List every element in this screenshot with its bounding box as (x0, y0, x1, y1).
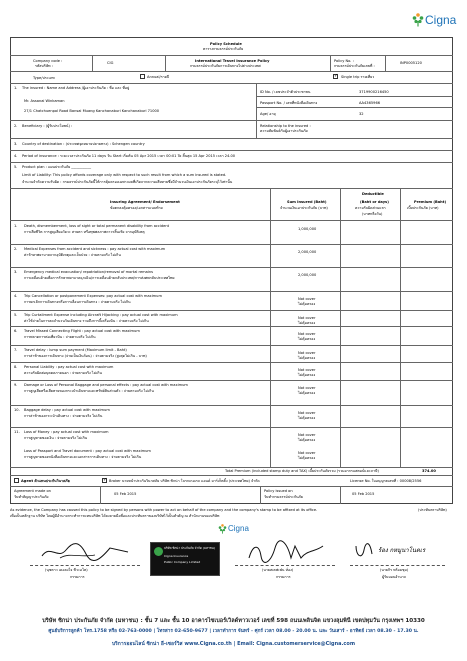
coverage-sum: Not cover (298, 316, 316, 320)
coverage-sum: Not cover (298, 351, 316, 355)
coverage-title-en: Baggage delay : pay actual cost with maximum (24, 408, 110, 412)
id-label: ID No. / เลขประจำตัวประชาชน (260, 90, 311, 94)
total-premium-value: 374.00 (422, 469, 436, 473)
cigna-wordmark: Cigna (425, 13, 457, 27)
coverage-number: 4. (14, 294, 18, 298)
passport-value: AA4365966 (359, 101, 381, 105)
passport-label: Passport No. / เลขที่หนังสือเดินทาง (260, 101, 318, 105)
col-premium-header: Premium (Baht) (414, 200, 447, 204)
coverage-sum-2-th: ไม่คุ้มครอง (298, 456, 316, 460)
type-label: Type/ประเภท (33, 76, 55, 80)
coverage-title-th: การเสียชีวิต การสูญเสียอวัยวะ สายตา หรือทุพพลภาพถาวรสิ้นเชิง จากอุบัติเหตุ (24, 230, 145, 234)
coverage-title-th: การพลาดการต่อเที่ยวบิน : จ่ายตามจริง ไม่เกิน (24, 335, 96, 339)
policy-no-value: INP0005120 (400, 61, 422, 65)
coverage-sum: Not cover (298, 332, 316, 336)
row-divider (10, 291, 453, 292)
license-label: License No. ใบอนุญาตเลขที่ : 00008/2556 (350, 479, 422, 483)
row-divider (10, 362, 453, 363)
relationship-label-th: ความสัมพันธ์กับผู้เอาประกันภัย (260, 129, 308, 133)
col-sum-header-th: จำนวนเงินเอาประกันภัย (บาท) (280, 206, 328, 210)
beneficiary-label: Beneficiary : (ผู้รับประโยชน์) : (22, 124, 73, 128)
col-premium-header-th: เบี้ยประกันภัย (บาท) (407, 206, 439, 210)
company-code-label-th: รหัสบริษัท : (35, 64, 53, 68)
period: Period of insurance : ระยะเวลาประกันภัย 11 days วัน Start เริ่มต้น 05 Apr 2015 เวลา 00:01 To สิ้นสุด 15 Apr 2015 เวลา 24.00 (22, 154, 236, 158)
single-trip-label: Single trip รายเที่ยว (341, 75, 375, 79)
coverage-title-en: Trip Cancellation or postponement Expenses: pay actual cost with maximum (24, 294, 162, 298)
coverage-title-en: Medical Expenses from accident and sickness : pay actual cost with maximum (24, 247, 166, 251)
policy-title-th: กรมธรรม์ประกันภัยการเดินทางไปต่างประเทศ (190, 64, 261, 68)
coverage-number: 8. (14, 365, 18, 369)
stamp-logo-icon (154, 547, 163, 556)
coverage-extra-en: Loss of Passport and Travel document : pay actual cost with maximum (24, 449, 151, 453)
evidence-en: As evidence, the Company has caused this policy to be signed by persons with power to act on behalf of the company and the company's stamp to be affixed at its office. (10, 508, 318, 512)
stamp-line-1: บริษัท ซิกน่า ประกันภัย จำกัด (มหาชน) (164, 546, 215, 550)
footer-contact: ศูนย์บริการลูกค้า โทร.1758 หรือ 02-763-0000 | โทรสาร 02-650-9677 | เวลาทำการ จันทร์ - ศุกร์ เวลา 08.00 - 20.00 น. และ วันเสาร์ - อาทิตย์ เวลา 08.30 - 17.30 น. (48, 629, 419, 634)
col-deductible-header-th2: (บาทหรือวัน) (362, 212, 383, 216)
coverage-sum: 2,000,000 (298, 273, 317, 277)
coverage-sum: 1,000,000 (298, 227, 317, 231)
coverage-sum-th: ไม่คุ้มครอง (298, 373, 316, 377)
issued-label-th: วันทำกรมธรรม์ประกันภัย (264, 495, 304, 499)
coverage-number: 5. (14, 313, 18, 317)
agent-checkbox[interactable] (14, 478, 19, 483)
agent-label: Agent ตัวแทนประกันวินาศภัย (21, 479, 70, 483)
row-divider (10, 380, 453, 381)
coverage-sum-th: ไม่คุ้มครอง (298, 391, 316, 395)
signature-3-role: ผู้รับมอบอำนาจ (382, 575, 406, 579)
coverage-title-th: การเคลื่อนย้ายเพื่อการรักษาพยาบาลฉุกเฉิน/การเคลื่อนย้ายกลับประเทศ/การส่งศพกลับประเทศไทย (24, 276, 175, 280)
coverage-sum: Not cover (298, 433, 316, 437)
coverage-title-en: Travel delay : lump sum payment (Maximum limit - Baht) (24, 348, 127, 352)
coverage-title-th: การล่าช้าของการเดินทาง (จ่ายเป็นเงินก้อน) : จ่ายตามจริง (สูงสุดไม่เกิน - บาท) (24, 354, 147, 358)
cigna-mid-wordmark: Cigna (228, 524, 249, 533)
limit-th: จำนวนจำกัดความรับผิด : กรมธรรม์ประกันภัยนี้ให้การคุ้มครองเฉพาะผลที่เกิดจากความเสียหายซึ่งมีจำนวนเงินเอาประกันภัยระบุไว้เท่านั้น (22, 180, 233, 184)
broker-checkbox[interactable] (102, 478, 107, 483)
single-trip-checkbox[interactable] (333, 74, 338, 79)
coverage-sum-th: ไม่คุ้มครอง (298, 321, 316, 325)
row-divider (10, 405, 453, 406)
coverage-sum: Not cover (298, 411, 316, 415)
relationship-label: Relationship to the insured : (260, 124, 311, 128)
col-deductible-header-th: ความรับผิดส่วนแรก (355, 206, 386, 210)
row-divider (10, 244, 453, 245)
signature-1-role: กรรมการ (70, 575, 85, 579)
cigna-tree-icon (218, 524, 227, 534)
coverage-sum: Not cover (298, 386, 316, 390)
schedule-title: Policy Schedule (210, 42, 242, 46)
coverage-sum-th: ไม่คุ้มครอง (298, 356, 316, 360)
coverage-title-th: ค่าใช้จ่ายในการลดจำนวนวันเดินทาง รวมถึงการจี้เครื่องบิน : จ่ายตามจริง ไม่เกิน (24, 319, 149, 323)
evidence-th: เพื่อเป็นหลักฐาน บริษัท โดยผู้มีอำนาจกระทำการแทนบริษัท ได้ลงลายมือชื่อและประทับตราของบริษัทไว้เป็นสำคัญ ณ สำนักงานของบริษัท (10, 514, 220, 518)
issued-label: Policy issued on (264, 489, 293, 493)
coverage-number: 7. (14, 348, 18, 352)
coverage-sum: Not cover (298, 368, 316, 372)
signature-3-name: (นายกิร พร้อมชุม) (380, 568, 409, 572)
item-5-number: 5. (14, 165, 18, 169)
coverage-sum-th: ไม่คุ้มครอง (298, 438, 316, 442)
coverage-title-th: การสูญหายของเงิน : จ่ายตามจริง ไม่เกิน (24, 436, 88, 440)
agreement-date: 05 Feb 2015 (114, 492, 137, 496)
coverage-sum-2: Not cover (298, 451, 316, 455)
coverage-number: 11. (14, 430, 20, 434)
coverage-title-th: ค่ารักษาพยาบาลจากอุบัติเหตุและเจ็บป่วย : จ่ายตามจริง ไม่เกิน (24, 253, 121, 257)
annual-checkbox[interactable] (140, 74, 145, 79)
schedule-title-th: ตารางกรมธรรม์ประกันภัย (203, 47, 244, 51)
coverage-title-th: การล่าช้าของกระเป๋าเดินทาง : จ่ายตามจริง ไม่เกิน (24, 414, 103, 418)
signature-3-mark (352, 540, 376, 564)
coverage-title-th: การสูญเสียหรือเสียหายของกระเป๋าเดินทางและทรัพย์สินส่วนตัว : จ่ายตามจริง ไม่เกิน (24, 389, 154, 393)
company-code-value: CIG (107, 61, 114, 65)
item-2-number: 2. (14, 124, 18, 128)
limit-en: Limit of Liability: This policy affords coverage only with respect to such result from which a sum insured is stated. (22, 173, 227, 177)
coverage-extra-th: การสูญหายของหนังสือเดินทางและเอกสารการเดินทาง : จ่ายตามจริง ไม่เกิน (24, 455, 142, 459)
cigna-tree-icon (412, 13, 424, 27)
row-divider (10, 310, 453, 311)
destination: Country of destination : (ประเทศจุดหมายปลายทาง) : Schengen country (22, 142, 145, 146)
signature-2-role: กรรมการ (276, 575, 291, 579)
coverage-title-th: การยกเลิกการเดินทางหรือการเลื่อนการเดินทาง : จ่ายตามจริง ไม่เกิน (24, 300, 131, 304)
item-3-number: 3. (14, 142, 18, 146)
col-agreement-header-th: ข้อตกลงคุ้มครอง/เอกสารแนบท้าย (110, 206, 163, 210)
signature-1 (40, 540, 130, 562)
col-deductible-sub: (Baht or days) (360, 200, 389, 204)
policy-no-label: Policy No. : (334, 59, 354, 63)
coverage-title-en: Trip Curtailment Expense including Aircraft Hijacking : pay actual cost with maximum (24, 313, 178, 317)
coverage-title-en: Travel Missed Connecting Flight : pay actual cost with maximum (24, 329, 140, 333)
stamp-line-2: Cigna Insurance (164, 554, 189, 558)
coverage-number: 3. (14, 270, 18, 274)
col-deductible-header: Deductible (362, 192, 384, 196)
product-plan: Product plan : แผนประกันภัย ___________ (22, 165, 92, 169)
coverage-title-en: Loss of Money : pay actual cost with maximum (24, 430, 109, 434)
coverage-number: 6. (14, 329, 18, 333)
agreement-label: Agreement made on (14, 489, 51, 493)
insured-address: 27/1 Chatchuenpol Road Bansai Muang Kanchanaburi Kanchanaburi 71000 (24, 109, 160, 113)
policy-title: International Travel Insurance Policy (195, 59, 270, 63)
coverage-title-en: Emergency medical evacuation/ repatriation/removal of mortal remains (24, 270, 154, 274)
id-value: 3719900216450 (359, 90, 389, 94)
broker-label: Broker นายหน้าประกันวินาศภัย บริษัท ซิกน่า โบรกเกอเรจ แอนด์ มาร์เก็ตติ้ง (ประเทศไทย) จำกัด (109, 479, 260, 483)
issued-date: 05 Feb 2015 (352, 492, 375, 496)
total-premium-label: Total Premium (included stamp duty and TAX) เบี้ยประกันภัยรวม (รวมอากรแสตมป์และภาษี) (225, 469, 379, 473)
company-code-label: Company code : (33, 59, 63, 63)
evidence-stamp-note: (ประทับตราบริษัท) (418, 508, 447, 512)
signature-2-name: (นายสเตฟเฟ่น ห์อง) (262, 568, 294, 572)
insured-label: The insured : Name and Address /ผู้เอาประกันภัย : ชื่อ และ ที่อยู่ (22, 86, 130, 90)
cigna-logo (412, 12, 462, 30)
row-divider (10, 326, 453, 327)
annual-label: Annual/รายปี (147, 75, 170, 79)
coverage-number: 9. (14, 383, 18, 387)
footer-company-address: บริษัท ซิกน่า ประกันภัย จำกัด (มหาชน) : ชั้น 7 และ ชั้น 10 อาคารไซเบอร์เวิลด์ทาวเวอร์ เลขที่ 598 ถนนเพลินจิต แขวงลุมพินี เขตปทุมวัน กรุงเทพฯ 10330 (42, 618, 425, 624)
coverage-number: 1. (14, 224, 18, 228)
age-label: Age/ อายุ (260, 112, 276, 116)
policy-no-label-th: กรมธรรม์ประกันภัยเลขที่ : (334, 64, 375, 68)
col-agreement-header: Insuring Agreement/ Endorsement (110, 200, 180, 204)
agreement-label-th: วันทำสัญญาประกันภัย (14, 495, 49, 499)
age-value: 32 (359, 112, 364, 116)
footer-online: บริการออนไลน์ ซิกน่า อี-เซอร์วิส www.Cigna.co.th | Email: Cigna.customerservice@Cigna.com (111, 641, 356, 647)
row-divider (10, 267, 453, 268)
coverage-sum-th: ไม่คุ้มครอง (298, 416, 316, 420)
coverage-sum-th: ไม่คุ้มครอง (298, 302, 316, 306)
item-1-number: 1. (14, 86, 18, 90)
coverage-sum: Not cover (298, 297, 316, 301)
signature-3-text: ร้อง กหมูนาโนดเร (378, 547, 426, 554)
coverage-title-th: ความรับผิดต่อบุคคลภายนอก : จ่ายตามจริง ไม่เกิน (24, 371, 102, 375)
signature-1-name: (นุชตาว เดอลงใจ ชีวะอโต) (45, 568, 88, 572)
signature-2 (245, 540, 325, 564)
coverage-title-en: Death, dismemberment, loss of sight or total permanent disability from accident (24, 224, 170, 228)
item-4-number: 4. (14, 154, 18, 158)
coverage-sum: 2,000,000 (298, 250, 317, 254)
row-divider (10, 345, 453, 346)
row-divider (10, 427, 453, 428)
coverage-title-en: Damage or Loss of Personal Baggage and personal effects : pay actual cost with maximum (24, 383, 188, 387)
coverage-sum-th: ไม่คุ้มครอง (298, 337, 316, 341)
insured-name: Mr. Assanai Winkaman (24, 99, 65, 103)
col-sum-header: Sum Insured (Baht) (287, 200, 327, 204)
coverage-number: 2. (14, 247, 18, 251)
coverage-number: 10. (14, 408, 20, 412)
coverage-title-en: Personal Liability : pay actual cost with maximum (24, 365, 114, 369)
stamp-line-3: Public Company Limited (164, 560, 201, 564)
